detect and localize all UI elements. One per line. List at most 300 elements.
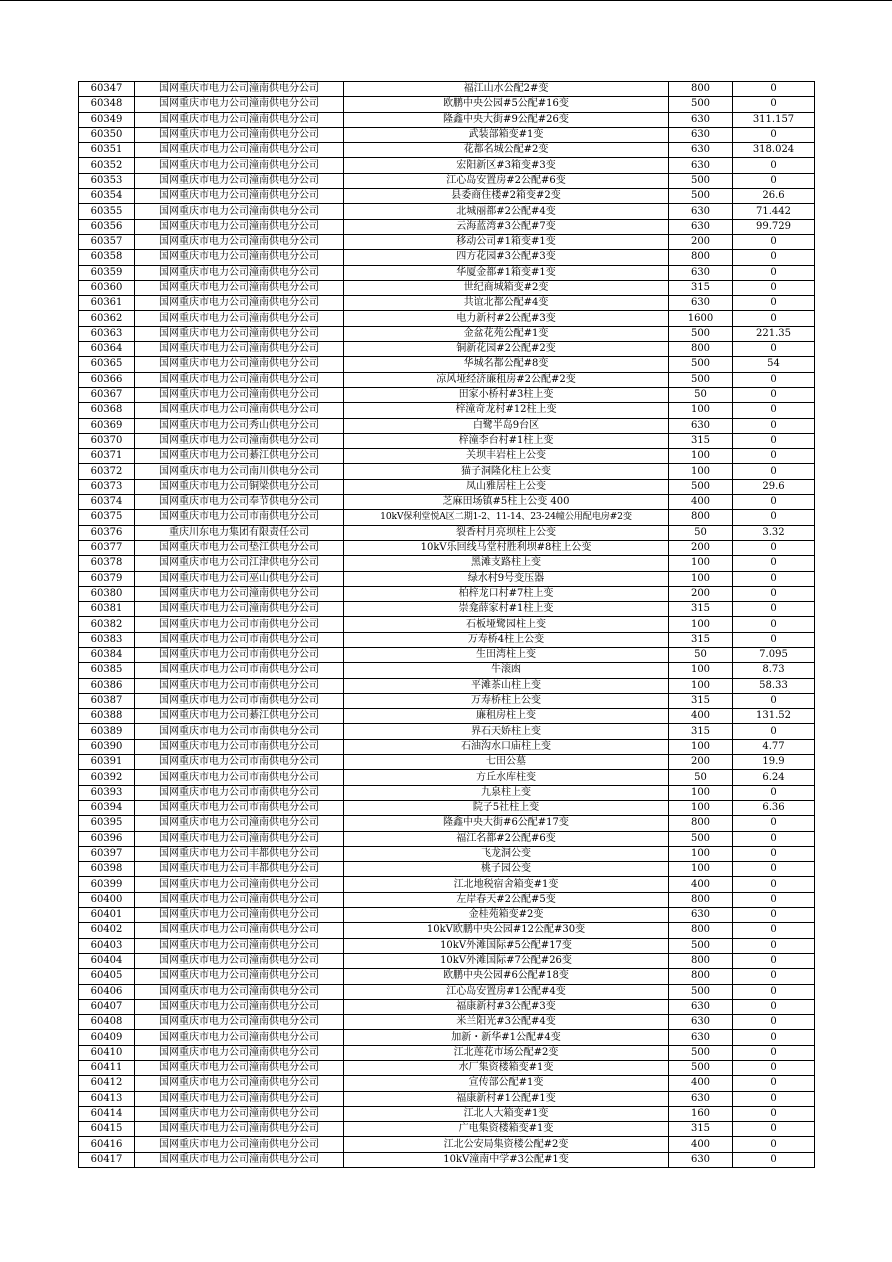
transformer-name-cell: 方丘水库柱变: [344, 770, 669, 785]
row-id-cell: 60350: [79, 127, 135, 142]
row-id-cell: 60370: [79, 433, 135, 448]
capacity-cell: 630: [669, 1152, 733, 1167]
table-row: [79, 953, 815, 968]
table-row: [79, 678, 815, 693]
transformer-name-cell: 武装部箱变#1变: [344, 127, 669, 142]
value-cell: 0: [733, 449, 815, 464]
company-cell: 国网重庆市电力公司垫江供电分公司: [135, 540, 344, 555]
row-id-cell: 60363: [79, 326, 135, 341]
row-id-cell: 60397: [79, 846, 135, 861]
value-cell: 26.6: [733, 189, 815, 204]
table-row: [79, 571, 815, 586]
value-cell: 0: [733, 540, 815, 555]
transformer-name-cell: 世纪商城箱变#2变: [344, 280, 669, 295]
value-cell: 19.9: [733, 755, 815, 770]
row-id-cell: 60401: [79, 908, 135, 923]
value-cell: 0: [733, 831, 815, 846]
transformer-name-cell: 铜新花园#2公配#2变: [344, 342, 669, 357]
table-row: [79, 82, 815, 97]
capacity-cell: 500: [669, 372, 733, 387]
table-row: [79, 724, 815, 739]
capacity-cell: 100: [669, 846, 733, 861]
value-cell: 0: [733, 265, 815, 280]
table-row: [79, 892, 815, 907]
row-id-cell: 60400: [79, 892, 135, 907]
company-cell: 国网重庆市电力公司綦江供电分公司: [135, 449, 344, 464]
value-cell: 318.024: [733, 143, 815, 158]
capacity-cell: 630: [669, 908, 733, 923]
row-id-cell: 60362: [79, 311, 135, 326]
value-cell: 54: [733, 357, 815, 372]
value-cell: 0: [733, 280, 815, 295]
value-cell: 58.33: [733, 678, 815, 693]
capacity-cell: 800: [669, 816, 733, 831]
capacity-cell: 100: [669, 617, 733, 632]
transformer-name-cell: 江北地税宿舍箱变#1变: [344, 877, 669, 892]
table-row: [79, 265, 815, 280]
transformer-name-cell: 欧鹏中央公园#6公配#18变: [344, 969, 669, 984]
value-cell: 0: [733, 571, 815, 586]
capacity-cell: 500: [669, 357, 733, 372]
company-cell: 国网重庆市电力公司铜梁供电分公司: [135, 479, 344, 494]
row-id-cell: 60373: [79, 479, 135, 494]
transformer-name-cell: 界石天娇柱上变: [344, 724, 669, 739]
company-cell: 国网重庆市电力公司潼南供电分公司: [135, 372, 344, 387]
value-cell: 0: [733, 433, 815, 448]
capacity-cell: 50: [669, 387, 733, 402]
value-cell: 0: [733, 586, 815, 601]
capacity-cell: 500: [669, 1045, 733, 1060]
table-row: [79, 938, 815, 953]
transformer-name-cell: 米兰阳光#3公配#4变: [344, 1015, 669, 1030]
transformer-name-cell: 凉风垭经济廉租房#2公配#2变: [344, 372, 669, 387]
row-id-cell: 60366: [79, 372, 135, 387]
transformer-name-cell: 移动公司#1箱变#1变: [344, 234, 669, 249]
table-row: [79, 1122, 815, 1137]
row-id-cell: 60374: [79, 495, 135, 510]
transformer-name-cell: 宏阳新区#3箱变#3变: [344, 158, 669, 173]
capacity-cell: 50: [669, 770, 733, 785]
table-row: [79, 1061, 815, 1076]
company-cell: 国网重庆市电力公司潼南供电分公司: [135, 923, 344, 938]
transformer-name-cell: 福康新村#3公配#3变: [344, 999, 669, 1014]
company-cell: 国网重庆市电力公司市南供电分公司: [135, 785, 344, 800]
capacity-cell: 50: [669, 525, 733, 540]
row-id-cell: 60386: [79, 678, 135, 693]
table-row: [79, 1076, 815, 1091]
capacity-cell: 100: [669, 739, 733, 754]
table-row: [79, 999, 815, 1014]
company-cell: 国网重庆市电力公司潼南供电分公司: [135, 877, 344, 892]
company-cell: 国网重庆市电力公司潼南供电分公司: [135, 938, 344, 953]
table-row: [79, 586, 815, 601]
row-id-cell: 60360: [79, 280, 135, 295]
value-cell: 0: [733, 693, 815, 708]
company-cell: 国网重庆市电力公司潼南供电分公司: [135, 265, 344, 280]
company-cell: 国网重庆市电力公司潼南供电分公司: [135, 234, 344, 249]
table-row: [79, 540, 815, 555]
capacity-cell: 800: [669, 923, 733, 938]
table-row: [79, 479, 815, 494]
transformer-name-cell: 江北公安局集资楼公配#2变: [344, 1137, 669, 1152]
value-cell: 0: [733, 1076, 815, 1091]
company-cell: 国网重庆市电力公司市南供电分公司: [135, 617, 344, 632]
row-id-cell: 60382: [79, 617, 135, 632]
company-cell: 国网重庆市电力公司市南供电分公司: [135, 755, 344, 770]
transformer-name-cell: 梓潼奇龙村#12柱上变: [344, 403, 669, 418]
value-cell: 0: [733, 816, 815, 831]
capacity-cell: 500: [669, 173, 733, 188]
transformer-name-cell: 崇龛薛家村#1柱上变: [344, 602, 669, 617]
table-row: [79, 525, 815, 540]
value-cell: 0: [733, 1091, 815, 1106]
row-id-cell: 60385: [79, 663, 135, 678]
capacity-cell: 800: [669, 892, 733, 907]
table-row: [79, 97, 815, 112]
table-row: [79, 418, 815, 433]
transformer-name-cell: 共谊北都公配#4变: [344, 296, 669, 311]
capacity-cell: 200: [669, 586, 733, 601]
value-cell: 0: [733, 1137, 815, 1152]
capacity-cell: 800: [669, 342, 733, 357]
table-row: [79, 846, 815, 861]
capacity-cell: 100: [669, 449, 733, 464]
transformer-name-cell: 广电集资楼箱变#1变: [344, 1122, 669, 1137]
capacity-cell: 100: [669, 556, 733, 571]
company-cell: 国网重庆市电力公司潼南供电分公司: [135, 403, 344, 418]
capacity-cell: 630: [669, 265, 733, 280]
capacity-cell: 500: [669, 326, 733, 341]
value-cell: 0: [733, 403, 815, 418]
transformer-table: [78, 81, 815, 1168]
company-cell: 国网重庆市电力公司市南供电分公司: [135, 663, 344, 678]
company-cell: 国网重庆市电力公司潼南供电分公司: [135, 1076, 344, 1091]
capacity-cell: 500: [669, 479, 733, 494]
table-row: [79, 831, 815, 846]
value-cell: 0: [733, 892, 815, 907]
value-cell: 0: [733, 785, 815, 800]
transformer-name-cell: 院子5社柱上变: [344, 800, 669, 815]
value-cell: 0: [733, 296, 815, 311]
table-row: [79, 173, 815, 188]
company-cell: 国网重庆市电力公司綦江供电分公司: [135, 709, 344, 724]
value-cell: 0: [733, 173, 815, 188]
company-cell: 国网重庆市电力公司潼南供电分公司: [135, 1091, 344, 1106]
row-id-cell: 60353: [79, 173, 135, 188]
capacity-cell: 800: [669, 953, 733, 968]
company-cell: 国网重庆市电力公司市南供电分公司: [135, 739, 344, 754]
transformer-name-cell: 10kV欧鹏中央公园#12公配#30变: [344, 923, 669, 938]
value-cell: 0: [733, 127, 815, 142]
transformer-name-cell: 福江名都#2公配#6变: [344, 831, 669, 846]
company-cell: 国网重庆市电力公司丰都供电分公司: [135, 862, 344, 877]
value-cell: 0: [733, 387, 815, 402]
value-cell: 0: [733, 464, 815, 479]
row-id-cell: 60388: [79, 709, 135, 724]
row-id-cell: 60412: [79, 1076, 135, 1091]
capacity-cell: 200: [669, 755, 733, 770]
company-cell: 国网重庆市电力公司潼南供电分公司: [135, 127, 344, 142]
row-id-cell: 60392: [79, 770, 135, 785]
company-cell: 国网重庆市电力公司潼南供电分公司: [135, 189, 344, 204]
company-cell: 国网重庆市电力公司潼南供电分公司: [135, 173, 344, 188]
transformer-name-cell: 水厂集资楼箱变#1变: [344, 1061, 669, 1076]
capacity-cell: 400: [669, 1076, 733, 1091]
value-cell: 0: [733, 495, 815, 510]
company-cell: 国网重庆市电力公司潼南供电分公司: [135, 296, 344, 311]
capacity-cell: 630: [669, 1015, 733, 1030]
table-row: [79, 984, 815, 999]
value-cell: 0: [733, 984, 815, 999]
value-cell: 29.6: [733, 479, 815, 494]
company-cell: 国网重庆市电力公司市南供电分公司: [135, 693, 344, 708]
transformer-name-cell: 隆鑫中央大街#6公配#17变: [344, 816, 669, 831]
value-cell: 0: [733, 1061, 815, 1076]
row-id-cell: 60381: [79, 602, 135, 617]
company-cell: 国网重庆市电力公司潼南供电分公司: [135, 908, 344, 923]
row-id-cell: 60413: [79, 1091, 135, 1106]
value-cell: 0: [733, 1045, 815, 1060]
value-cell: 0: [733, 923, 815, 938]
capacity-cell: 100: [669, 464, 733, 479]
company-cell: 重庆川东电力集团有限责任公司: [135, 525, 344, 540]
transformer-name-cell: 万寿桥柱上公变: [344, 693, 669, 708]
value-cell: 0: [733, 617, 815, 632]
transformer-name-cell: 绿水村9号变压器: [344, 571, 669, 586]
capacity-cell: 500: [669, 984, 733, 999]
row-id-cell: 60369: [79, 418, 135, 433]
row-id-cell: 60371: [79, 449, 135, 464]
capacity-cell: 400: [669, 709, 733, 724]
capacity-cell: 800: [669, 82, 733, 97]
company-cell: 国网重庆市电力公司潼南供电分公司: [135, 219, 344, 234]
capacity-cell: 500: [669, 831, 733, 846]
company-cell: 国网重庆市电力公司潼南供电分公司: [135, 97, 344, 112]
table-row: [79, 785, 815, 800]
table-row: [79, 433, 815, 448]
capacity-cell: 500: [669, 97, 733, 112]
value-cell: 0: [733, 418, 815, 433]
capacity-cell: 630: [669, 999, 733, 1014]
transformer-name-cell: 10kV外滩国际#7公配#26变: [344, 953, 669, 968]
row-id-cell: 60348: [79, 97, 135, 112]
table-row: [79, 326, 815, 341]
capacity-cell: 100: [669, 571, 733, 586]
value-cell: 0: [733, 969, 815, 984]
table-row: [79, 1137, 815, 1152]
value-cell: 0: [733, 1106, 815, 1121]
table-row: [79, 1106, 815, 1121]
transformer-name-cell: 凤山雅居柱上公变: [344, 479, 669, 494]
value-cell: 0: [733, 234, 815, 249]
value-cell: 0: [733, 724, 815, 739]
transformer-name-cell: 隆鑫中央大街#9公配#26变: [344, 112, 669, 127]
company-cell: 国网重庆市电力公司潼南供电分公司: [135, 143, 344, 158]
row-id-cell: 60403: [79, 938, 135, 953]
table-row: [79, 800, 815, 815]
transformer-name-cell: 10kV保利堂悦A区二期1-2、11-14、23-24幢公用配电房#2变: [344, 510, 669, 525]
capacity-cell: 800: [669, 510, 733, 525]
value-cell: 0: [733, 342, 815, 357]
row-id-cell: 60416: [79, 1137, 135, 1152]
company-cell: 国网重庆市电力公司奉节供电分公司: [135, 495, 344, 510]
capacity-cell: 400: [669, 1137, 733, 1152]
capacity-cell: 500: [669, 938, 733, 953]
table-row: [79, 311, 815, 326]
company-cell: 国网重庆市电力公司潼南供电分公司: [135, 82, 344, 97]
transformer-name-cell: 加新・新华#1公配#4变: [344, 1030, 669, 1045]
row-id-cell: 60409: [79, 1030, 135, 1045]
table-row: [79, 770, 815, 785]
transformer-name-cell: 梓潼李台村#1柱上变: [344, 433, 669, 448]
value-cell: 0: [733, 938, 815, 953]
company-cell: 国网重庆市电力公司市南供电分公司: [135, 647, 344, 662]
table-row: [79, 556, 815, 571]
transformer-name-cell: 芝麻田场镇#5柱上公变 400: [344, 495, 669, 510]
value-cell: 0: [733, 1122, 815, 1137]
table-row: [79, 663, 815, 678]
row-id-cell: 60390: [79, 739, 135, 754]
table-row: [79, 602, 815, 617]
page-top-rule: [0, 0, 892, 1]
table-row: [79, 387, 815, 402]
row-id-cell: 60407: [79, 999, 135, 1014]
value-cell: 0: [733, 846, 815, 861]
company-cell: 国网重庆市电力公司潼南供电分公司: [135, 433, 344, 448]
company-cell: 国网重庆市电力公司潼南供电分公司: [135, 816, 344, 831]
company-cell: 国网重庆市电力公司潼南供电分公司: [135, 953, 344, 968]
row-id-cell: 60380: [79, 586, 135, 601]
capacity-cell: 400: [669, 877, 733, 892]
capacity-cell: 315: [669, 280, 733, 295]
table-row: [79, 1045, 815, 1060]
company-cell: 国网重庆市电力公司潼南供电分公司: [135, 602, 344, 617]
transformer-name-cell: 电力新村#2公配#3变: [344, 311, 669, 326]
transformer-name-cell: 北城丽都#2公配#4变: [344, 204, 669, 219]
transformer-name-cell: 左岸春天#2公配#5变: [344, 892, 669, 907]
row-id-cell: 60354: [79, 189, 135, 204]
table-row: [79, 862, 815, 877]
value-cell: 0: [733, 158, 815, 173]
transformer-name-cell: 四方花园#3公配#3变: [344, 250, 669, 265]
table-row: [79, 204, 815, 219]
value-cell: 4.77: [733, 739, 815, 754]
transformer-name-cell: 县委商住楼#2箱变#2变: [344, 189, 669, 204]
company-cell: 国网重庆市电力公司南川供电分公司: [135, 464, 344, 479]
row-id-cell: 60365: [79, 357, 135, 372]
company-cell: 国网重庆市电力公司潼南供电分公司: [135, 831, 344, 846]
transformer-name-cell: 10kV外滩国际#5公配#17变: [344, 938, 669, 953]
table-row: [79, 357, 815, 372]
company-cell: 国网重庆市电力公司潼南供电分公司: [135, 112, 344, 127]
transformer-name-cell: 江心岛安置房#2公配#6变: [344, 173, 669, 188]
value-cell: 0: [733, 1030, 815, 1045]
table-row: [79, 372, 815, 387]
value-cell: 0: [733, 862, 815, 877]
capacity-cell: 315: [669, 433, 733, 448]
table-row: [79, 755, 815, 770]
transformer-name-cell: 石板垭鹭园柱上变: [344, 617, 669, 632]
table-row: [79, 296, 815, 311]
value-cell: 0: [733, 632, 815, 647]
row-id-cell: 60399: [79, 877, 135, 892]
transformer-name-cell: 田家小桥村#3柱上变: [344, 387, 669, 402]
row-id-cell: 60417: [79, 1152, 135, 1167]
table-row: [79, 923, 815, 938]
capacity-cell: 315: [669, 602, 733, 617]
row-id-cell: 60405: [79, 969, 135, 984]
table-row: [79, 877, 815, 892]
company-cell: 国网重庆市电力公司潼南供电分公司: [135, 204, 344, 219]
capacity-cell: 315: [669, 724, 733, 739]
table-row: [79, 647, 815, 662]
row-id-cell: 60415: [79, 1122, 135, 1137]
value-cell: 131.52: [733, 709, 815, 724]
capacity-cell: 630: [669, 219, 733, 234]
company-cell: 国网重庆市电力公司潼南供电分公司: [135, 280, 344, 295]
value-cell: 221.35: [733, 326, 815, 341]
capacity-cell: 630: [669, 143, 733, 158]
transformer-name-cell: 九泉柱上变: [344, 785, 669, 800]
company-cell: 国网重庆市电力公司潼南供电分公司: [135, 1061, 344, 1076]
row-id-cell: 60406: [79, 984, 135, 999]
company-cell: 国网重庆市电力公司潼南供电分公司: [135, 969, 344, 984]
row-id-cell: 60402: [79, 923, 135, 938]
table-row: [79, 510, 815, 525]
transformer-name-cell: 江心岛安置房#1公配#4变: [344, 984, 669, 999]
value-cell: 6.24: [733, 770, 815, 785]
row-id-cell: 60372: [79, 464, 135, 479]
transformer-name-cell: 花都名城公配#2变: [344, 143, 669, 158]
capacity-cell: 100: [669, 785, 733, 800]
company-cell: 国网重庆市电力公司潼南供电分公司: [135, 1015, 344, 1030]
row-id-cell: 60414: [79, 1106, 135, 1121]
company-cell: 国网重庆市电力公司潼南供电分公司: [135, 250, 344, 265]
company-cell: 国网重庆市电力公司市南供电分公司: [135, 724, 344, 739]
row-id-cell: 60411: [79, 1061, 135, 1076]
row-id-cell: 60387: [79, 693, 135, 708]
capacity-cell: 500: [669, 189, 733, 204]
transformer-name-cell: 牛滚凼: [344, 663, 669, 678]
row-id-cell: 60408: [79, 1015, 135, 1030]
company-cell: 国网重庆市电力公司市南供电分公司: [135, 678, 344, 693]
row-id-cell: 60358: [79, 250, 135, 265]
capacity-cell: 100: [669, 800, 733, 815]
company-cell: 国网重庆市电力公司潼南供电分公司: [135, 892, 344, 907]
transformer-name-cell: 平滩茶山柱上变: [344, 678, 669, 693]
row-id-cell: 60347: [79, 82, 135, 97]
transformer-name-cell: 云海蓝湾#3公配#7变: [344, 219, 669, 234]
value-cell: 7.095: [733, 647, 815, 662]
company-cell: 国网重庆市电力公司潼南供电分公司: [135, 387, 344, 402]
table-row: [79, 1015, 815, 1030]
transformer-name-cell: 白鹭半岛9台区: [344, 418, 669, 433]
company-cell: 国网重庆市电力公司潼南供电分公司: [135, 586, 344, 601]
company-cell: 国网重庆市电力公司秀山供电分公司: [135, 418, 344, 433]
row-id-cell: 60364: [79, 342, 135, 357]
value-cell: 0: [733, 82, 815, 97]
table-row: [79, 127, 815, 142]
transformer-name-cell: 裂香村月亮坝柱上公变: [344, 525, 669, 540]
table-row: [79, 158, 815, 173]
row-id-cell: 60375: [79, 510, 135, 525]
company-cell: 国网重庆市电力公司江津供电分公司: [135, 556, 344, 571]
row-id-cell: 60376: [79, 525, 135, 540]
transformer-name-cell: 桃子园公变: [344, 862, 669, 877]
transformer-name-cell: 江北莲花市场公配#2变: [344, 1045, 669, 1060]
capacity-cell: 200: [669, 234, 733, 249]
transformer-name-cell: 华厦金都#1箱变#1变: [344, 265, 669, 280]
